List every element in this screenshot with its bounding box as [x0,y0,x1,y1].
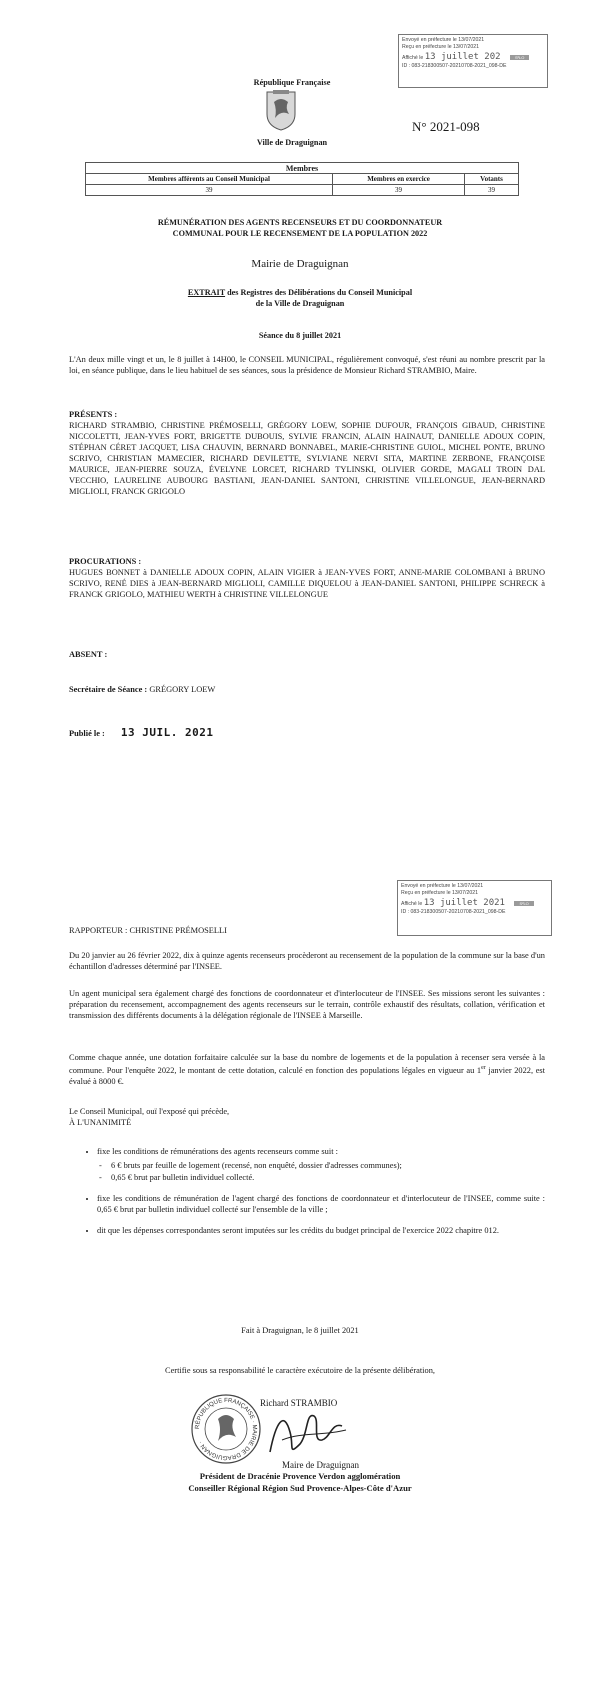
certifie-line: Certifie sous sa responsabilité le caractère exécutoire de la présente délibération, [165,1366,435,1375]
table-header: Membres en exercice [333,174,465,185]
extrait-heading: EXTRAIT des Registres des Délibérations du Conseil Municipal de la Ville de Draguignan [187,288,413,308]
procurations-list: HUGUES BONNET à DANIELLE ADOUX COPIN, ALAIN VIGIER à JEAN-YVES FORT, ANNE-MARIE COLOMBANI à BRUNO SCRIVO, RENÉ DIES à JEAN-BERNARD MIGLIOLI, CAMILLE DIQUELOU à JEAN-DANIEL SANTONI, PHILIPPE SCHRECK à FRANCK GRIGOLO, MATHIEU WERTH à CHRISTINE VILLELONGUE [69,568,545,599]
city-emblem [265,90,297,132]
decisions-list [69,1146,545,1246]
procurations-label: PROCURATIONS : [69,557,142,566]
members-table-title: Membres [86,163,519,174]
secretaire-line: Secrétaire de Séance : GRÉGORY LOEW [69,685,216,694]
list-item: - 6 € bruts par feuille de logement (recensé, non enquêté, dossier d'adresses communes); [111,1160,545,1171]
intro-paragraph: L'An deux mille vingt et un, le 8 juillet à 14H00, le CONSEIL MUNICIPAL, régulièrement convoqué, s'est réuni au nombre prescrit par la loi, en séance publique, dans le lieu habituel de ses séances, sous la présidence de Monsieur Richard STRAMBIO, Maire. [69,355,545,375]
paragraph-2: Un agent municipal sera également chargé des fonctions de coordonnateur et d'interlocuteur de l'INSEE. Ses missions seront les suivantes : préparation du recensement, accompagnement des agents recenseurs sur le terrain, contrôle exhaustif des résultats, collation, vérification et transmission des différents documents à la délégation régionale de l'INSEE à Marseille. [69,989,545,1020]
presents-label: PRÉSENTS : [69,410,118,419]
city-seal [190,1393,262,1465]
list-item: - 0,65 € brut par bulletin individuel collecté. [111,1172,545,1183]
table-cell: 39 [465,185,519,196]
slo-logo: S²LO [510,55,529,60]
fait-line: Fait à Draguignan, le 8 juillet 2021 [241,1326,359,1335]
prefecture-stamp: Envoyé en préfecture le 13/07/2021 Reçu en préfecture le 13/07/2021 Affiché le 13 juillet 202 S²LO ID : 083-218300507-20210708-2021_098-DE [398,34,548,88]
signatory-title-2: Président de Dracénie Provence Verdon agglomération [199,1471,401,1481]
conseil-vote: Le Conseil Municipal, ouï l'exposé qui précède, À L'UNANIMITÉ [69,1107,230,1127]
city-label: Ville de Draguignan [256,138,328,147]
table-header: Votants [465,174,519,185]
signatory-title-3: Conseiller Régional Région Sud Provence-Alpes-Côte d'Azur [188,1483,412,1493]
table-header: Membres afférents au Conseil Municipal [86,174,333,185]
republic-label: République Française [253,78,331,87]
members-table [85,162,519,196]
table-cell: 39 [86,185,333,196]
table-cell: 39 [333,185,465,196]
presents-list: RICHARD STRAMBIO, CHRISTINE PRÉMOSELLI, GRÉGORY LOEW, SOPHIE DUFOUR, FRANÇOIS GIBAUD, CHRISTINE NICCOLETTI, JEAN-YVES FORT, BRIGETTE DUBOUIS, SYLVIE FRANCIN, ALAIN HAINAUT, DANIELLE ADOUX COPIN, STÉPHAN CÉRET JACQUET, LISA CHAUVIN, BERNARD BONNABEL, MARIE-CHRISTINE GUIOL, MICHEL PONTE, BRUNO SCRIVO, CHRISTIAN MAMECIER, RICHARD DEVILETTE, SYLVIANE NERVI SITA, MARTINE ZERBONE, FRANÇOISE MAURICE, JEAN-PIERRE SOUZA, ÉVELYNE LORCET, RICHARD TYLINSKI, OLIVIER GORDE, MAGALI TROIN DAL VECCHIO, LAURELINE AUBOURG BASTIANI, JEAN-DANIEL SANTONI, CHRISTINE VILLELONGUE, JEAN-BERNARD MIGLIOLI, FRANCK GRIGOLO [69,421,545,496]
paragraph-1: Du 20 janvier au 26 février 2022, dix à quinze agents recenseurs procèderont au recensement de la population de la commune sur la base d'un échantillon d'adresses déterminé par l'INSEE. [69,951,545,971]
publie-line: Publié le : 13 JUIL. 2021 [69,726,214,739]
deliberation-title: RÉMUNÉRATION DES AGENTS RECENSEURS ET DU COORDONNATEUR COMMUNAL POUR LE RECENSEMENT DE LA POPULATION 2022 [157,218,443,238]
absent-label: ABSENT : [69,650,108,659]
prefecture-stamp: Envoyé en préfecture le 13/07/2021 Reçu en préfecture le 13/07/2021 Affiché le 13 juillet 2021 S²LO ID : 083-218300507-20210708-2021_098-DE [397,880,552,936]
mayor-signature [262,1402,352,1460]
list-item: • fixe les conditions de rémunérations des agents recenseurs comme suit : - 6 € bruts par feuille de logement (recensé, non enquêté, dossier d'adresses communes); - 0,65 € brut par bulletin individuel collecté. [97,1146,545,1183]
seance-date: Séance du 8 juillet 2021 [258,331,342,340]
mairie-label: Mairie de Draguignan [251,258,349,270]
list-item: • fixe les conditions de rémunération de l'agent chargé des fonctions de coordonnateur et d'interlocuteur de l'INSEE, comme suite : 0,65 € brut par bulletin individuel collecté sur l'ensemble de la ville ; [97,1193,545,1215]
paragraph-3: Comme chaque année, une dotation forfaitaire calculée sur la base du nombre de logements et de la population à recenser sera versée à la commune. Pour l'enquête 2022, le montant de cette dotation, calculé en fonction des populations légales en vigueur au 1er janvier 2022, est évalué à 8000 €. [69,1053,545,1086]
seal-text: RÉPUBLIQUE FRANÇAISE · MAIRIE DE DRAGUIGNAN · [194,1397,258,1461]
rapporteur: RAPPORTEUR : CHRISTINE PRÉMOSELLI [69,926,227,935]
slo-logo: S²LO [514,901,533,906]
signatory-name: Richard STRAMBIO [260,1398,338,1408]
list-item: • dit que les dépenses correspondantes seront imputées sur les crédits du budget principal de l'exercice 2022 chapitre 012. [97,1225,545,1236]
publie-date-stamp: 13 JUIL. 2021 [120,726,214,739]
signatory-role: Maire de Draguignan [282,1460,359,1470]
deliberation-number: N° 2021-098 [412,119,480,134]
